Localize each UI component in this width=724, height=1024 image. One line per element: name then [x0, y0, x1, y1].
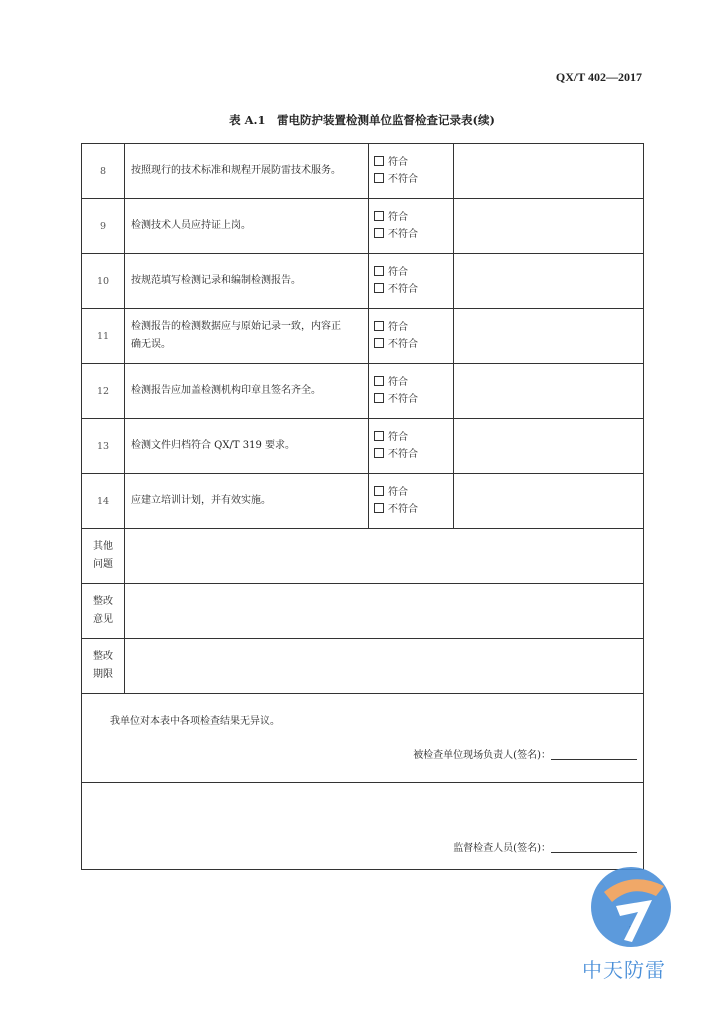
table-row — [82, 144, 644, 199]
fail-option[interactable] — [374, 446, 453, 463]
checkbox-icon[interactable] — [374, 266, 384, 276]
watermark-text: 中天防雷 — [582, 958, 666, 982]
item-requirement-line: 检测报告应加盖检测机构印章且签名齐全。 — [131, 385, 321, 396]
check-options — [369, 474, 454, 529]
item-requirement-line: 检测文件归档符合 QX/T 319 要求。 — [131, 440, 295, 451]
row-label-line: 整改 — [93, 651, 113, 662]
inspector-cell — [82, 783, 644, 870]
pass-label: 符合 — [388, 322, 408, 333]
item-requirement — [125, 309, 369, 364]
fail-label: 不符合 — [388, 284, 418, 295]
checkbox-icon[interactable] — [374, 228, 384, 238]
pass-label: 符合 — [388, 212, 408, 223]
item-requirement — [125, 474, 369, 529]
row-label-line: 意见 — [93, 614, 113, 625]
checkbox-icon[interactable] — [374, 376, 384, 386]
checkbox-icon[interactable] — [374, 156, 384, 166]
item-requirement-line: 按照现行的技术标准和规程开展防雷技术服务。 — [131, 165, 341, 176]
check-options — [369, 254, 454, 309]
pass-label: 符合 — [388, 432, 408, 443]
table-row — [82, 474, 644, 529]
checkbox-icon[interactable] — [374, 173, 384, 183]
check-options — [369, 364, 454, 419]
table-title: 表 A.1 雷电防护装置检测单位监督检查记录表(续) — [229, 113, 495, 127]
table-row — [82, 529, 644, 584]
item-number: 12 — [82, 364, 125, 419]
item-number: 8 — [82, 144, 125, 199]
pass-label: 符合 — [388, 377, 408, 388]
checkbox-icon[interactable] — [374, 393, 384, 403]
remarks-cell[interactable] — [454, 254, 644, 309]
pass-option[interactable] — [374, 319, 453, 336]
item-requirement — [125, 254, 369, 309]
remarks-cell[interactable] — [454, 199, 644, 254]
fail-option[interactable] — [374, 391, 453, 408]
item-requirement — [125, 364, 369, 419]
fail-label: 不符合 — [388, 449, 418, 460]
check-options — [369, 419, 454, 474]
confirmation-statement: 我单位对本表中各项检查结果无异议。 — [110, 716, 280, 727]
row-label-line: 整改 — [93, 596, 113, 607]
remarks-cell[interactable] — [454, 144, 644, 199]
fail-label: 不符合 — [388, 174, 418, 185]
remarks-cell[interactable] — [454, 364, 644, 419]
inspector-signature-label: 监督检查人员(签名)： — [453, 843, 551, 854]
row-label — [82, 639, 125, 694]
table-row — [82, 199, 644, 254]
item-requirement-line: 检测报告的检测数据应与原始记录一致，内容正 — [131, 321, 341, 332]
unit-signature-line — [551, 748, 637, 760]
checkbox-icon[interactable] — [374, 321, 384, 331]
table-row — [82, 364, 644, 419]
inspection-record-table — [81, 143, 644, 870]
unit-signature-label: 被检查单位现场负责人(签名)： — [413, 750, 551, 761]
fail-option[interactable] — [374, 281, 453, 298]
checkbox-icon[interactable] — [374, 283, 384, 293]
row-label — [82, 584, 125, 639]
pass-option[interactable] — [374, 484, 453, 501]
item-number: 14 — [82, 474, 125, 529]
unit-signature — [413, 746, 637, 761]
pass-label: 符合 — [388, 267, 408, 278]
fail-option[interactable] — [374, 336, 453, 353]
item-requirement-line: 按规范填写检测记录和编制检测报告。 — [131, 275, 301, 286]
inspector-signature-line — [551, 841, 637, 853]
check-options — [369, 199, 454, 254]
row-label-line: 问题 — [93, 559, 113, 570]
pass-option[interactable] — [374, 209, 453, 226]
pass-option[interactable] — [374, 264, 453, 281]
row-label-line: 其他 — [93, 541, 113, 552]
row-label — [82, 529, 125, 584]
fail-label: 不符合 — [388, 394, 418, 405]
item-requirement — [125, 199, 369, 254]
pass-option[interactable] — [374, 154, 453, 171]
table-row — [82, 584, 644, 639]
fail-label: 不符合 — [388, 229, 418, 240]
fail-label: 不符合 — [388, 504, 418, 515]
checkbox-icon[interactable] — [374, 448, 384, 458]
check-options — [369, 144, 454, 199]
pass-option[interactable] — [374, 429, 453, 446]
watermark-logo-icon — [586, 862, 676, 952]
pass-label: 符合 — [388, 487, 408, 498]
checkbox-icon[interactable] — [374, 486, 384, 496]
table-row — [82, 419, 644, 474]
remarks-cell[interactable] — [454, 309, 644, 364]
checkbox-icon[interactable] — [374, 338, 384, 348]
row-content-cell[interactable] — [125, 529, 644, 584]
item-number: 10 — [82, 254, 125, 309]
item-requirement-line: 应建立培训计划，并有效实施。 — [131, 495, 271, 506]
pass-label: 符合 — [388, 157, 408, 168]
checkbox-icon[interactable] — [374, 211, 384, 221]
item-number: 11 — [82, 309, 125, 364]
item-requirement — [125, 419, 369, 474]
fail-option[interactable] — [374, 226, 453, 243]
fail-option[interactable] — [374, 171, 453, 188]
item-requirement — [125, 144, 369, 199]
table-row — [82, 639, 644, 694]
confirmation-cell — [82, 694, 644, 783]
row-content-cell[interactable] — [125, 639, 644, 694]
item-number: 13 — [82, 419, 125, 474]
remarks-cell[interactable] — [454, 419, 644, 474]
checkbox-icon[interactable] — [374, 431, 384, 441]
row-content-cell[interactable] — [125, 584, 644, 639]
pass-option[interactable] — [374, 374, 453, 391]
standard-code: QX/T 402—2017 — [555, 70, 642, 84]
table-row — [82, 254, 644, 309]
checkbox-icon[interactable] — [374, 503, 384, 513]
fail-option[interactable] — [374, 501, 453, 518]
item-requirement-line: 确无误。 — [131, 339, 171, 350]
remarks-cell[interactable] — [454, 474, 644, 529]
item-number: 9 — [82, 199, 125, 254]
fail-label: 不符合 — [388, 339, 418, 350]
check-options — [369, 309, 454, 364]
item-requirement-line: 检测技术人员应持证上岗。 — [131, 220, 251, 231]
inspector-signature — [453, 839, 637, 854]
table-row — [82, 309, 644, 364]
row-label-line: 期限 — [93, 669, 113, 680]
